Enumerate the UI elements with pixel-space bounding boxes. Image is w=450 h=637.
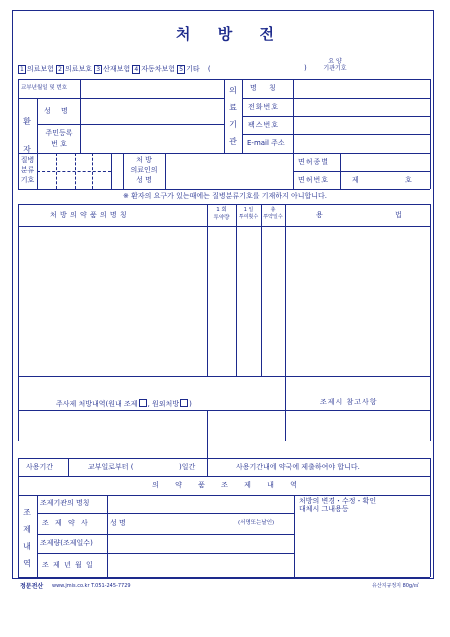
disease-code-field[interactable] bbox=[39, 155, 109, 187]
drug-list-area[interactable] bbox=[20, 228, 206, 374]
institution-fax-label: 팩스번호 bbox=[248, 121, 280, 129]
license-number-label: 면허번호 bbox=[298, 176, 330, 184]
institution-name-field[interactable] bbox=[295, 81, 428, 96]
disease-code-label: 질병 분류 기호 bbox=[20, 156, 35, 185]
usage-period-label: 사용기간 bbox=[26, 463, 54, 471]
dispensing-header: 의 약 품 조 제 내 역 bbox=[152, 481, 298, 489]
prescription-change-label: 처방의 변경・수정・확인 대체시 그내용등 bbox=[299, 497, 377, 514]
usage-period-from: 교부일로부터 ( bbox=[88, 463, 134, 471]
institution-phone-label: 전화번호 bbox=[248, 103, 280, 111]
other-paren-open: ( bbox=[207, 65, 211, 73]
prescription-change-field[interactable] bbox=[296, 516, 428, 575]
publisher-contact: www.jmis.co.kr T.051-245-7729 bbox=[52, 583, 131, 589]
patient-id-field[interactable] bbox=[82, 126, 222, 151]
dispensing-date-label: 조 제 년 월 일 bbox=[42, 561, 94, 569]
injection-line: 주사제 처방내역(원내 조제 , 원외처방 ) bbox=[56, 400, 192, 408]
pharmacist-name-label: 성 명 bbox=[110, 519, 126, 527]
publisher-name: 정문전산 bbox=[20, 583, 44, 590]
institution-symbol-label: 요 양 기관기호 bbox=[323, 58, 347, 73]
dispensing-note-label: 조제시 참고사항 bbox=[320, 398, 378, 406]
usage-header: 용 법 bbox=[316, 211, 402, 219]
dispensing-note-area[interactable] bbox=[287, 412, 428, 456]
patient-id-label: 주민등록 번 호 bbox=[45, 129, 73, 149]
insurance-type-row bbox=[18, 64, 211, 74]
institution-fax-field[interactable] bbox=[295, 118, 428, 132]
institution-phone-field[interactable] bbox=[295, 100, 428, 114]
paper-spec: 유산지규정지 80g/㎡ bbox=[372, 583, 419, 589]
institution-section-label: 의료기관 bbox=[229, 86, 237, 146]
other-paren-close: ) bbox=[304, 64, 307, 72]
insurance-option-5[interactable]: 5 기타 bbox=[179, 65, 200, 73]
institution-email-label: E-mail 주소 bbox=[247, 139, 285, 147]
pharmacist-label: 조 제 약 사 bbox=[42, 519, 90, 527]
insurance-option-1[interactable]: 1 의료보험 bbox=[20, 65, 54, 73]
signature-label: (서명또는날인) bbox=[238, 520, 275, 526]
usage-area[interactable] bbox=[287, 228, 428, 374]
disease-code-notice: ※ 환자의 요구가 있는때에는 질병분류기호를 기재하지 아니합니다. bbox=[122, 192, 327, 200]
amount-field[interactable] bbox=[109, 536, 292, 551]
drug-name-header: 처 방 의 약 품 의 명 칭 bbox=[50, 211, 128, 219]
insurance-option-3[interactable]: 3 산재보험 bbox=[96, 65, 131, 73]
amount-label: 조제량(조제일수) bbox=[40, 539, 93, 547]
patient-section-label: 환자 bbox=[23, 117, 31, 154]
insurance-option-2[interactable]: 2 의료보호 bbox=[58, 65, 93, 73]
prescriber-label: 처 방 의료인의 성 명 bbox=[130, 156, 158, 185]
usage-period-days: )일간 bbox=[179, 463, 196, 471]
dispensing-section-label: 조제내역 bbox=[23, 508, 31, 568]
outside-checkbox[interactable] bbox=[180, 399, 188, 407]
institution-name-label: 명 칭 bbox=[250, 84, 276, 92]
license-number-suffix: 제 호 bbox=[352, 176, 412, 184]
pharmacy-name-label: 조제기관의 명칭 bbox=[40, 499, 90, 507]
license-type-field[interactable] bbox=[342, 155, 428, 169]
issue-date-field[interactable] bbox=[82, 81, 222, 96]
total-days-header: 총 투약일수 bbox=[263, 207, 283, 220]
institution-email-field[interactable] bbox=[295, 136, 428, 151]
prescriber-name-field[interactable] bbox=[167, 155, 291, 187]
frequency-header: 1 일 투여횟수 bbox=[238, 207, 259, 220]
usage-period-days-field[interactable] bbox=[150, 460, 178, 474]
patient-name-field[interactable] bbox=[82, 100, 222, 122]
dose-header: 1 회 투약량 bbox=[213, 207, 230, 221]
usage-period-notice: 사용기간내에 약국에 제출하여야 합니다. bbox=[236, 463, 360, 471]
license-type-label: 면허종별 bbox=[298, 158, 330, 166]
injection-area[interactable] bbox=[20, 412, 284, 456]
patient-name-label: 성 명 bbox=[44, 107, 68, 115]
issue-date-label: 교부년월일 및 번호 bbox=[21, 85, 68, 91]
insurance-option-4[interactable]: 4 자동차보험 bbox=[134, 65, 176, 73]
pharmacist-name-field[interactable] bbox=[135, 515, 233, 532]
page-title: 처 방 전 bbox=[176, 25, 274, 43]
pharmacy-name-field[interactable] bbox=[109, 497, 292, 511]
dispensing-date-field[interactable] bbox=[109, 555, 292, 575]
in-house-checkbox[interactable] bbox=[139, 399, 147, 407]
